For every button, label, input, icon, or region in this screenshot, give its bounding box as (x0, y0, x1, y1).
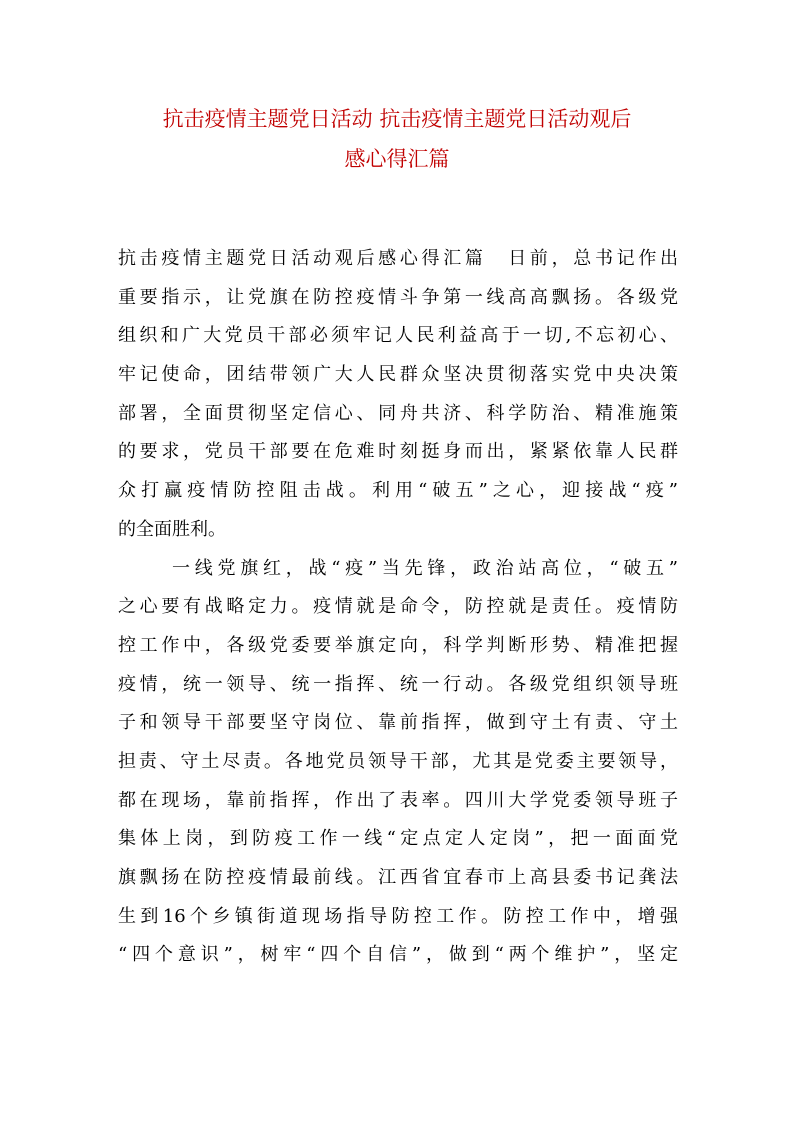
text-line: 生到16个乡镇街道现场指导防控工作。防控工作中，增强 (118, 905, 678, 927)
text-line: 一线党旗红，战“疫”当先锋，政治站高位，“破五” (172, 557, 678, 579)
text-line: 都在现场，靠前指挥，作出了表率。四川大学党委领导班子 (118, 789, 678, 811)
text-line: 组织和广大党员干部必须牢记人民利益高于一切,不忘初心、 (118, 325, 678, 347)
text-line: 之心要有战略定力。疫情就是命令，防控就是责任。疫情防 (118, 596, 678, 618)
text-line: 众打赢疫情防控阻击战。利用“破五”之心，迎接战“疫” (118, 480, 678, 502)
paragraph-2 (118, 550, 678, 976)
text-line: 疫情，统一领导、统一指挥、统一行动。各级党组织领导班 (118, 673, 678, 695)
document-title-line-2: 感心得汇篇 (344, 147, 450, 171)
text-line: 的要求，党员干部要在危难时刻挺身而出，紧紧依靠人民群 (118, 441, 678, 463)
text-line: 控工作中，各级党委要举旗定向，科学判断形势、精准把握 (118, 634, 678, 656)
text-line: “四个意识”，树牢“四个自信”，做到“两个维护”，坚定 (118, 944, 678, 966)
text-line: 牢记使命，团结带领广大人民群众坚决贯彻落实党中央决策 (118, 364, 678, 386)
document-title-line-1: 抗击疫情主题党日活动 抗击疫情主题党日活动观后 (162, 107, 632, 131)
text-line: 旗飘扬在防控疫情最前线。江西省宜春市上高县委书记龚法 (118, 867, 678, 888)
text-line: 子和领导干部要坚守岗位、靠前指挥，做到守土有责、守土 (118, 712, 678, 734)
text-line: 抗击疫情主题党日活动观后感心得汇篇 日前，总书记作出 (118, 248, 678, 269)
text-line: 集体上岗，到防疫工作一线“定点定人定岗”，把一面面党 (118, 828, 678, 850)
text-line: 部署，全面贯彻坚定信心、同舟共济、科学防治、精准施策 (118, 402, 678, 424)
document-body (118, 240, 678, 975)
paragraph-1 (118, 240, 678, 550)
text-line: 的全面胜利。 (118, 518, 226, 540)
text-line: 担责、守土尽责。各地党员领导干部，尤其是党委主要领导， (118, 750, 678, 772)
text-line: 重要指示，让党旗在防控疫情斗争第一线高高飘扬。各级党 (118, 286, 678, 308)
